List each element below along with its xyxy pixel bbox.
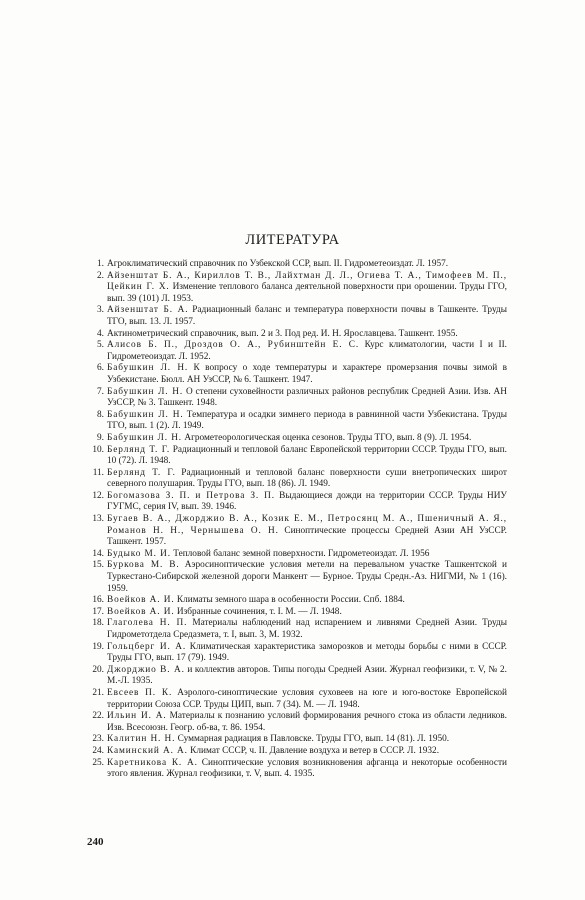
- reference-item: [87, 642, 507, 665]
- reference-author: Богомазова З. П. и Петрова З. П.: [107, 490, 276, 501]
- reference-text: Актинометрический справочник, вып. 2 и 3. Под ред. И. Н. Ярославцева. Ташкент. 1955.: [107, 328, 458, 339]
- reference-item: [87, 329, 507, 341]
- reference-item: [87, 711, 507, 734]
- reference-author: Бугаев В. А., Джорджио В. А., Козик Е. М., Петросянц М. А., Пшеничный А. Я., Романов Н. Н., Чернышева О. Н.: [107, 514, 507, 536]
- reference-number: 5.: [97, 340, 104, 351]
- reference-number: 23.: [92, 734, 104, 745]
- reference-text: Изменение теплового баланса деятельной поверхности при орошении. Труды ГГО, вып. 39 (101) Л. 1953.: [107, 282, 507, 304]
- reference-author: Каретникова К. А.: [107, 757, 198, 768]
- reference-text: Радиационный баланс и температура поверхности почвы в Ташкенте. Труды ТГО, вып. 13. Л. 1957.: [107, 305, 507, 327]
- reference-text: Агрометеорологическая оценка сезонов. Труды ТГО, вып. 8 (9). Л. 1954.: [182, 432, 472, 443]
- reference-text: Курс климатологии, части I и II. Гидрометеоиздат. Л. 1952.: [107, 340, 507, 362]
- reference-item: [87, 305, 507, 328]
- reference-number: 12.: [92, 490, 104, 501]
- reference-number: 9.: [97, 432, 104, 443]
- reference-item: [87, 259, 507, 271]
- reference-author: Айзенштат Б. А.: [107, 305, 189, 316]
- reference-text: Температура и осадки зимнего периода в равнинной части Узбекистана. Труды ТГО, вып. 1 (2). Л. 1949.: [107, 409, 507, 432]
- reference-text: Климаты земного шара в особенности России. Спб. 1884.: [174, 595, 405, 606]
- reference-item: [87, 340, 507, 363]
- reference-number: 20.: [92, 664, 104, 675]
- reference-author: Евсеев П. К.: [107, 687, 173, 698]
- reference-author: Воейков А. И.: [107, 595, 175, 606]
- reference-text: Радиационный и тепловой баланс Европейской территории СССР. Труды ГГО, вып. 10 (72). Л. 1948.: [107, 444, 508, 467]
- reference-text: К вопросу о ходе температуры и характере промерзания почвы зимой в Узбекистане. Бюлл. АН УзССР, № 6. Ташкент. 1947.: [107, 363, 507, 385]
- reference-number: 15.: [92, 560, 104, 571]
- reference-author: Джорджио В. А.: [107, 664, 185, 675]
- reference-item: [87, 410, 507, 433]
- reference-author: Калитин Н. Н.: [107, 734, 176, 745]
- section-title: ЛИТЕРАТУРА: [245, 232, 340, 248]
- reference-number: 21.: [92, 687, 104, 698]
- page-number: 240: [87, 836, 104, 848]
- reference-item: [87, 746, 507, 758]
- reference-item: [87, 491, 507, 514]
- reference-number: 2.: [97, 270, 104, 281]
- reference-text: Климатическая характеристика заморозков и методы борьбы с ними в СССР. Труды ГГО, вып. 17 (79). 1949.: [107, 641, 508, 664]
- reference-number: 8.: [97, 409, 104, 420]
- reference-author: Бабушкин Л. Н.: [107, 363, 189, 374]
- reference-text: Аэросиноптические условия метели на перевальном участке Ташкентской и Туркестано-Сибирской железной дороги Манкент — Бурное. Труды Средн.-Аз. НИГМИ, № 1 (16). 1959.: [107, 560, 507, 594]
- reference-author: Глаголева Н. П.: [107, 618, 188, 629]
- reference-text: и коллектив авторов. Типы погоды Средней Азии. Журнал геофизики, т. V, № 2. М.-Л. 1935.: [107, 664, 507, 687]
- reference-text: Суммарная радиация в Павловске. Труды ГГО, вып. 14 (81). Л. 1950.: [175, 734, 450, 745]
- reference-number: 14.: [92, 548, 104, 559]
- reference-item: [87, 688, 507, 711]
- reference-text: Материалы наблюдений над испарением и ливнями Средней Азии. Труды Гидрометотдела Средазмета, т. I, вып. 3, М. 1932.: [107, 618, 508, 640]
- reference-author: Будыко М. И.: [107, 548, 171, 559]
- reference-item: [87, 549, 507, 561]
- reference-author: Алисов Б. П., Дроздов О. А., Рубинштейн Е. С.: [107, 340, 360, 351]
- reference-item: [87, 387, 507, 410]
- reference-number: 3.: [97, 305, 104, 316]
- reference-author: Бабушкин Л. Н.: [107, 432, 183, 443]
- reference-author: Гольцберг И. А.: [107, 641, 187, 652]
- reference-item: [87, 271, 507, 306]
- reference-text: Материалы к познанию условий формирования речного стока из области ледников. Изв. Всесоюзн. Геогр. об-ва, т. 86. 1954.: [107, 711, 508, 733]
- reference-number: 13.: [92, 514, 104, 525]
- reference-item: [87, 433, 507, 445]
- reference-text: Аэролого-синоптические условия суховеев на юге и юго-востоке Европейской территории Союза ССР. Труды ЦИП, вып. 7 (34). М. — Л. 1948.: [107, 687, 507, 710]
- reference-text: Климат СССР, ч. II. Давление воздуха и ветер в СССР. Л. 1932.: [187, 745, 440, 756]
- reference-text: О степени суховейности различных районов республик Средней Азии. Изв. АН УзССР, № 3. Ташкент. 1948.: [107, 386, 507, 409]
- reference-author: Бабушкин Л. Н.: [107, 409, 184, 420]
- reference-author: Каминский А. А.: [107, 745, 188, 756]
- reference-number: 4.: [97, 328, 104, 339]
- reference-item: [87, 514, 507, 549]
- reference-number: 17.: [92, 606, 104, 617]
- reference-text: Радиационный и тепловой баланс поверхности суши внетропических широт северного полушария. Труды ГГО, вып. 18 (86). Л. 1949.: [107, 467, 507, 490]
- reference-number: 11.: [92, 467, 104, 478]
- reference-item: [87, 758, 507, 781]
- reference-item: [87, 363, 507, 386]
- reference-number: 16.: [92, 595, 104, 606]
- reference-author: Берлянд Т. Г.: [107, 467, 176, 478]
- reference-text: Агроклиматический справочник по Узбекской ССР, вып. II. Гидрометеоиздат. Л. 1957.: [107, 259, 449, 269]
- reference-number: 24.: [92, 745, 104, 756]
- reference-text: Синоптические условия возникновения афганца и некоторые особенности этого явления. Журнал геофизики, т. V, вып. 4. 1935.: [107, 757, 507, 780]
- reference-author: Бабушкин Л. Н.: [107, 386, 184, 397]
- reference-text: Выдающиеся дожди на территории СССР. Труды НИУ ГУГМС, серия IV, вып. 39. 1946.: [107, 490, 507, 513]
- reference-number: 22.: [92, 711, 104, 722]
- reference-number: 7.: [97, 386, 104, 397]
- reference-item: [87, 665, 507, 688]
- reference-number: 6.: [97, 363, 104, 374]
- reference-item: [87, 618, 507, 641]
- reference-item: [87, 445, 507, 468]
- reference-number: 19.: [92, 641, 104, 652]
- reference-item: [87, 595, 507, 607]
- reference-text: Избранные сочинения, т. I. М. — Л. 1948.: [174, 606, 342, 617]
- reference-author: Ильин И. А.: [107, 711, 167, 722]
- reference-number: 25.: [92, 757, 104, 768]
- reference-text: Синоптические процессы Средней Азии АН УзССР. Ташкент. 1957.: [107, 525, 507, 548]
- reference-number: 10.: [92, 444, 104, 455]
- reference-item: [87, 468, 507, 491]
- reference-author: Айзенштат Б. А., Кириллов Т. В., Лайхтман Д. Л., Огиева Т. А., Тимофеев М. П., Цейкин Г. Х.: [107, 270, 507, 293]
- reference-author: Буркова М. В.: [107, 560, 180, 571]
- reference-author: Воейков А. И.: [107, 606, 175, 617]
- reference-item: [87, 734, 507, 746]
- reference-author: Берлянд Т. Г.: [107, 444, 171, 455]
- reference-number: 18.: [92, 618, 104, 629]
- reference-item: [87, 560, 507, 595]
- reference-list: [87, 259, 507, 781]
- reference-number: 1.: [97, 259, 104, 269]
- reference-item: [87, 607, 507, 619]
- reference-text: Тепловой баланс земной поверхности. Гидрометеоиздат. Л. 1956: [170, 548, 430, 559]
